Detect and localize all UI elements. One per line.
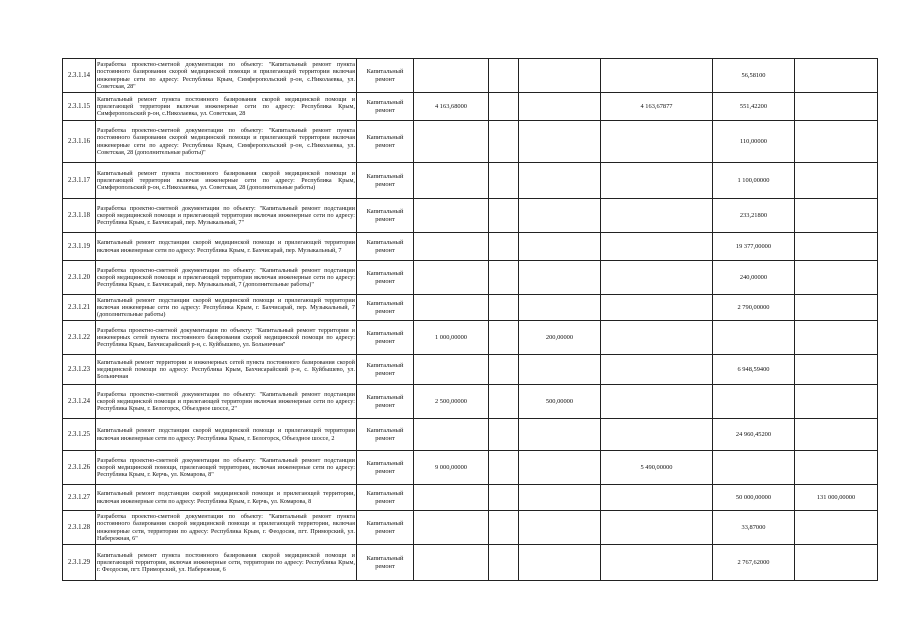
value-cell-2: [519, 511, 601, 545]
value-cell-4: [713, 385, 795, 419]
value-cell-empty: [489, 511, 519, 545]
value-cell-3: [601, 419, 713, 451]
value-cell-4: [713, 451, 795, 485]
work-type: Капитальный ремонт: [357, 121, 414, 163]
value-cell-4: 110,00000: [713, 121, 795, 163]
table-row: [63, 121, 878, 163]
row-number: 2.3.1.27: [63, 485, 96, 511]
row-number: 2.3.1.17: [63, 163, 96, 199]
value-cell-4: 551,42200: [713, 93, 795, 121]
row-number: 2.3.1.25: [63, 419, 96, 451]
value-cell-3: [601, 233, 713, 261]
object-name: Разработка проектно-сметной документации по объекту: "Капитальный ремонт подстанции скорой медицинской помощи и прилегающей территории включая инженерные сети по адресу: Республика Крым, г. Белогорск, Объездное шоссе, 2": [96, 385, 357, 419]
value-cell-1: [414, 295, 489, 321]
value-cell-2: 200,00000: [519, 321, 601, 355]
table-row: [63, 355, 878, 385]
value-cell-3: [601, 545, 713, 581]
work-type: Капитальный ремонт: [357, 93, 414, 121]
value-cell-1: 1 000,00000: [414, 321, 489, 355]
value-cell-2: [519, 59, 601, 93]
work-type: Капитальный ремонт: [357, 419, 414, 451]
value-cell-1: [414, 485, 489, 511]
work-type: Капитальный ремонт: [357, 355, 414, 385]
value-cell-2: [519, 121, 601, 163]
object-name: Капитальный ремонт пункта постоянного базирования скорой медицинской помощи и прилегающей территории включая инженерные сети по адресу: Республика Крым, Симферопольский р-он, с.Николаевка, ул. Советская, 28 (дополнительные работы): [96, 163, 357, 199]
value-cell-empty: [489, 385, 519, 419]
value-cell-1: [414, 511, 489, 545]
value-cell-4: 24 960,45200: [713, 419, 795, 451]
table-row: [63, 199, 878, 233]
value-cell-5: [795, 59, 878, 93]
value-cell-2: [519, 93, 601, 121]
row-number: 2.3.1.29: [63, 545, 96, 581]
object-name: Разработка проектно-сметной документации по объекту: "Капитальный ремонт пункта постоянного базирования скорой медицинской помощи и прилегающей территории включая инженерные сети по адресу: Республика Крым, Симферопольский р-он, с.Николаевка, ул. Советская, 28 (дополнительные работы)": [96, 121, 357, 163]
object-name: Разработка проектно-сметной документации по объекту: "Капитальный ремонт территории и инженерных сетей пункта постоянного базирования скорой медицинской помощи по адресу: Республика Крым, Бахчисарайский р-н, с. Куйбышево, ул. Больничная": [96, 321, 357, 355]
row-number: 2.3.1.24: [63, 385, 96, 419]
value-cell-empty: [489, 451, 519, 485]
work-type: Капитальный ремонт: [357, 385, 414, 419]
row-number: 2.3.1.14: [63, 59, 96, 93]
table-row: [63, 419, 878, 451]
value-cell-empty: [489, 233, 519, 261]
value-cell-4: 19 377,00000: [713, 233, 795, 261]
object-name: Разработка проектно-сметной документации по объекту: "Капитальный ремонт подстанции скорой медицинской помощи, прилегающей территории, включая инженерные сети по адресу: Республика Крым, г. Керчь, ул. Комарова, 8": [96, 451, 357, 485]
value-cell-empty: [489, 121, 519, 163]
value-cell-empty: [489, 59, 519, 93]
value-cell-5: [795, 511, 878, 545]
value-cell-2: [519, 261, 601, 295]
value-cell-2: [519, 451, 601, 485]
object-name: Разработка проектно-сметной документации по объекту: "Капитальный ремонт пункта постоянного базирования скорой медицинской помощи и прилегающей территории, включая инженерные сети, территории по адресу: Республика Крым, г. Феодосия, пгт. Приморский, ул. Набережная, 6": [96, 511, 357, 545]
value-cell-1: [414, 545, 489, 581]
work-type: Капитальный ремонт: [357, 545, 414, 581]
value-cell-4: 233,21800: [713, 199, 795, 233]
value-cell-empty: [489, 93, 519, 121]
work-type: Капитальный ремонт: [357, 321, 414, 355]
value-cell-1: [414, 419, 489, 451]
work-type: Капитальный ремонт: [357, 295, 414, 321]
value-cell-3: [601, 321, 713, 355]
table-row: [63, 485, 878, 511]
value-cell-3: [601, 59, 713, 93]
value-cell-empty: [489, 199, 519, 233]
value-cell-empty: [489, 321, 519, 355]
row-number: 2.3.1.16: [63, 121, 96, 163]
value-cell-1: [414, 121, 489, 163]
value-cell-2: [519, 199, 601, 233]
row-number: 2.3.1.15: [63, 93, 96, 121]
row-number: 2.3.1.23: [63, 355, 96, 385]
value-cell-4: [713, 321, 795, 355]
value-cell-2: 500,00000: [519, 385, 601, 419]
value-cell-1: 4 163,68000: [414, 93, 489, 121]
value-cell-4: 50 000,00000: [713, 485, 795, 511]
value-cell-3: [601, 121, 713, 163]
value-cell-5: [795, 261, 878, 295]
object-name: Разработка проектно-сметной документации по объекту: "Капитальный ремонт подстанции скорой медицинской помощи и прилегающей территории включая инженерные сети по адресу: Республика Крым, г. Бахчисарай, пер. Музыкальный, 7 (дополнительные работы)": [96, 261, 357, 295]
value-cell-1: 9 000,00000: [414, 451, 489, 485]
value-cell-empty: [489, 261, 519, 295]
row-number: 2.3.1.28: [63, 511, 96, 545]
value-cell-5: [795, 419, 878, 451]
table-row: [63, 511, 878, 545]
value-cell-4: 1 100,00000: [713, 163, 795, 199]
work-type: Капитальный ремонт: [357, 511, 414, 545]
value-cell-3: 5 490,00000: [601, 451, 713, 485]
table-row: [63, 545, 878, 581]
row-number: 2.3.1.19: [63, 233, 96, 261]
value-cell-5: [795, 121, 878, 163]
value-cell-3: [601, 199, 713, 233]
value-cell-empty: [489, 295, 519, 321]
value-cell-4: 33,87000: [713, 511, 795, 545]
value-cell-5: [795, 355, 878, 385]
work-type: Капитальный ремонт: [357, 261, 414, 295]
value-cell-empty: [489, 485, 519, 511]
row-number: 2.3.1.18: [63, 199, 96, 233]
table-row: [63, 295, 878, 321]
object-name: Капитальный ремонт территории и инженерных сетей пункта постоянного базирования скорой медицинской помощи по адресу: Республика Крым, Бахчисарайский р-н, с. Куйбышево, ул. Больничная: [96, 355, 357, 385]
value-cell-1: [414, 261, 489, 295]
table-row: [63, 261, 878, 295]
value-cell-5: [795, 545, 878, 581]
value-cell-4: 2 767,62000: [713, 545, 795, 581]
table-row: [63, 59, 878, 93]
value-cell-2: [519, 419, 601, 451]
value-cell-5: [795, 199, 878, 233]
work-type: Капитальный ремонт: [357, 163, 414, 199]
value-cell-1: [414, 199, 489, 233]
row-number: 2.3.1.20: [63, 261, 96, 295]
value-cell-4: 240,00000: [713, 261, 795, 295]
value-cell-3: 4 163,67877: [601, 93, 713, 121]
value-cell-2: [519, 295, 601, 321]
table-row: [63, 93, 878, 121]
value-cell-empty: [489, 545, 519, 581]
work-type: Капитальный ремонт: [357, 233, 414, 261]
value-cell-2: [519, 163, 601, 199]
value-cell-2: [519, 355, 601, 385]
row-number: 2.3.1.22: [63, 321, 96, 355]
value-cell-1: 2 500,00000: [414, 385, 489, 419]
value-cell-5: [795, 233, 878, 261]
value-cell-2: [519, 233, 601, 261]
work-type: Капитальный ремонт: [357, 451, 414, 485]
value-cell-4: 2 790,00000: [713, 295, 795, 321]
value-cell-4: 6 948,59400: [713, 355, 795, 385]
value-cell-5: [795, 295, 878, 321]
value-cell-5: [795, 321, 878, 355]
value-cell-3: [601, 355, 713, 385]
value-cell-4: 56,58100: [713, 59, 795, 93]
object-name: Капитальный ремонт подстанции скорой медицинской помощи и прилегающей территории включая инженерные сети по адресу: Республика Крым, г. Белогорск, Объездное шоссе, 2: [96, 419, 357, 451]
value-cell-5: [795, 93, 878, 121]
value-cell-2: [519, 545, 601, 581]
value-cell-5: [795, 385, 878, 419]
value-cell-3: [601, 385, 713, 419]
value-cell-5: 131 000,00000: [795, 485, 878, 511]
row-number: 2.3.1.26: [63, 451, 96, 485]
value-cell-1: [414, 163, 489, 199]
table-row: [63, 163, 878, 199]
value-cell-3: [601, 261, 713, 295]
budget-table: [62, 58, 878, 581]
value-cell-empty: [489, 419, 519, 451]
value-cell-3: [601, 511, 713, 545]
value-cell-2: [519, 485, 601, 511]
object-name: Капитальный ремонт подстанции скорой медицинской помощи и прилегающей территории включая инженерные сети по адресу: Республика Крым, г. Бахчисарай, пер. Музыкальный, 7: [96, 233, 357, 261]
table-row: [63, 385, 878, 419]
row-number: 2.3.1.21: [63, 295, 96, 321]
work-type: Капитальный ремонт: [357, 199, 414, 233]
table-row: [63, 451, 878, 485]
object-name: Разработка проектно-сметной документации по объекту: "Капитальный ремонт подстанции скорой медицинской помощи и прилегающей территории включая инженерные сети по адресу: Республика Крым, г. Бахчисарай, пер. Музыкальный, 7": [96, 199, 357, 233]
object-name: Капитальный ремонт пункта постоянного базирования скорой медицинской помощи и прилегающей территории, включая инженерные сети, территории по адресу: Республика Крым, г. Феодосия, пгт. Приморский, ул. Набережная, 6: [96, 545, 357, 581]
object-name: Капитальный ремонт пункта постоянного базирования скорой медицинской помощи и прилегающей территории включая инженерные сети по адресу: Республика Крым, Симферопольский р-он, с.Николаевка, ул. Советская, 28: [96, 93, 357, 121]
value-cell-empty: [489, 355, 519, 385]
object-name: Капитальный ремонт подстанции скорой медицинской помощи и прилегающей территории включая инженерные сети по адресу: Республика Крым, г. Бахчисарай, пер. Музыкальный, 7 (дополнительные работы): [96, 295, 357, 321]
value-cell-empty: [489, 163, 519, 199]
work-type: Капитальный ремонт: [357, 59, 414, 93]
value-cell-3: [601, 163, 713, 199]
value-cell-5: [795, 163, 878, 199]
value-cell-5: [795, 451, 878, 485]
table-row: [63, 233, 878, 261]
value-cell-3: [601, 485, 713, 511]
value-cell-1: [414, 233, 489, 261]
object-name: Разработка проектно-сметной документации по объекту: "Капитальный ремонт пункта постоянного базирования скорой медицинской помощи и прилегающей территории включая инженерные сети по адресу: Республика Крым, Симферопольский р-он, с.Николаевка, ул. Советская, 28": [96, 59, 357, 93]
work-type: Капитальный ремонт: [357, 485, 414, 511]
value-cell-1: [414, 355, 489, 385]
value-cell-1: [414, 59, 489, 93]
value-cell-3: [601, 295, 713, 321]
table-row: [63, 321, 878, 355]
object-name: Капитальный ремонт подстанции скорой медицинской помощи и прилегающей территории, включая инженерные сети по адресу: Республика Крым, г. Керчь, ул. Комарова, 8: [96, 485, 357, 511]
